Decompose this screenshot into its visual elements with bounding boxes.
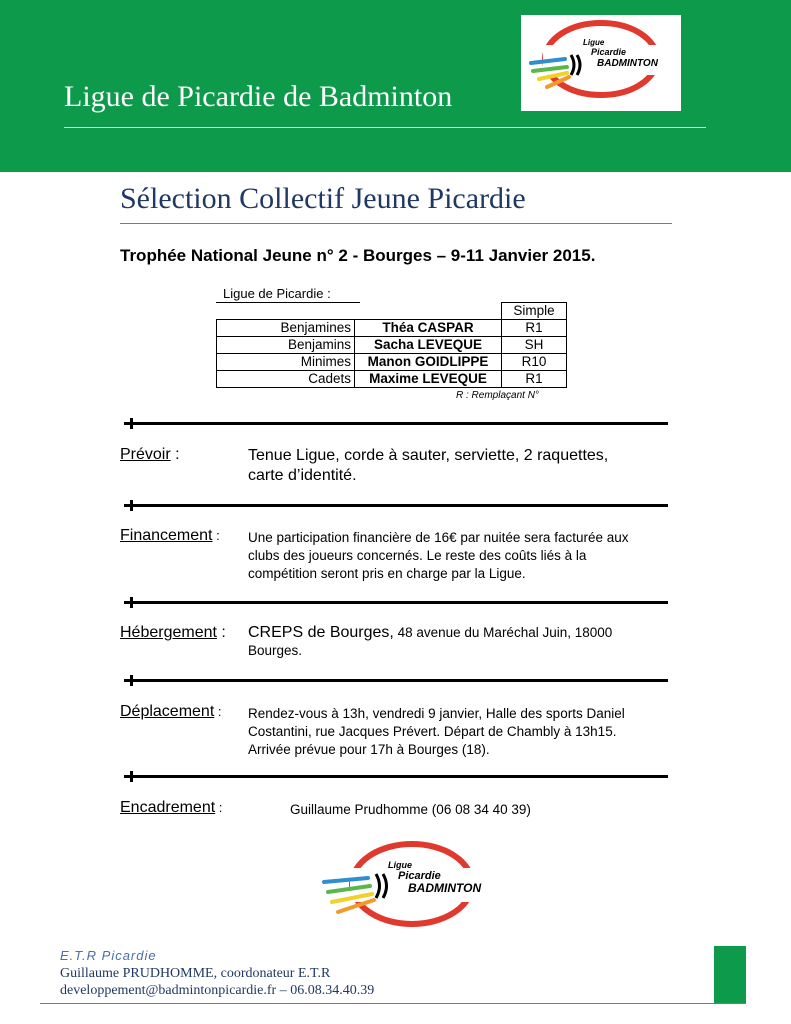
logo-text-badminton: BADMINTON xyxy=(408,881,482,895)
table-header-row xyxy=(217,303,567,320)
table-row xyxy=(217,320,567,337)
section-divider xyxy=(124,775,668,778)
simple-cell: R1 xyxy=(502,320,567,337)
player-name-cell: Sacha LEVEQUE xyxy=(355,337,502,354)
section-divider xyxy=(124,601,668,604)
financement-content: Une participation financière de 16€ par nuitée sera facturée aux clubs des joueurs concernés. Le reste des coûts liés à la compétition seront pris en charge par la Ligue. xyxy=(248,530,629,581)
section-divider xyxy=(124,422,668,425)
player-name-cell: Théa CASPAR xyxy=(355,320,502,337)
ligue-logo-bottom xyxy=(322,838,498,938)
footer-green-block xyxy=(714,946,746,1003)
table-note: R : Remplaçant N° xyxy=(456,390,539,401)
category-cell: Minimes xyxy=(217,354,355,371)
encadrement-content: Guillaume Prudhomme (06 08 34 40 39) xyxy=(290,802,531,817)
prevoir-label: Prévoir : xyxy=(120,446,180,463)
hebergement-content: CREPS de Bourges, 48 avenue du Maréchal Juin, 18000 Bourges. xyxy=(248,624,613,658)
section-divider xyxy=(124,504,668,507)
simple-cell: R10 xyxy=(502,354,567,371)
table-row xyxy=(217,337,567,354)
encadrement-label: Encadrement : xyxy=(120,799,223,816)
hebergement-label: Hébergement : xyxy=(120,624,226,641)
event-subtitle: Trophée National Jeune n° 2 - Bourges – 9-11 Janvier 2015. xyxy=(120,246,596,265)
document-title: Sélection Collectif Jeune Picardie xyxy=(120,182,526,215)
logo-text-picardie: Picardie xyxy=(591,47,627,57)
ligue-logo xyxy=(521,15,681,111)
footer-contact-email: developpement@badmintonpicardie.fr – 06.08.34.40.39 xyxy=(60,983,375,998)
footer-contact-name: Guillaume PRUDHOMME, coordonateur E.T.R xyxy=(60,966,331,981)
selection-table xyxy=(216,302,567,388)
category-cell: Benjamines xyxy=(217,320,355,337)
simple-cell: R1 xyxy=(502,371,567,388)
simple-cell: SH xyxy=(502,337,567,354)
header-divider xyxy=(64,127,706,128)
deplacement-label: Déplacement : xyxy=(120,703,222,720)
section-divider xyxy=(124,679,668,682)
player-name-cell: Manon GOIDLIPPE xyxy=(355,354,502,371)
player-name-cell: Maxime LEVEQUE xyxy=(355,371,502,388)
title-divider xyxy=(120,223,672,224)
table-row xyxy=(217,354,567,371)
header-band xyxy=(0,0,791,172)
logo-text-picardie: Picardie xyxy=(398,870,441,882)
deplacement-content: Rendez-vous à 13h, vendredi 9 janvier, Halle des sports Daniel Costantini, rue Jacques Prévert. Départ de Chambly à 13h15. Arrivée prévue pour 17h à Bourges (18). xyxy=(248,706,625,757)
table-caption: Ligue de Picardie : xyxy=(216,286,360,303)
simple-header: Simple xyxy=(502,303,567,320)
category-cell: Benjamins xyxy=(217,337,355,354)
table-row xyxy=(217,371,567,388)
footer-divider xyxy=(40,1003,746,1004)
category-cell: Cadets xyxy=(217,371,355,388)
prevoir-content: Tenue Ligue, corde à sauter, serviette, 2 raquettes, carte d’identité. xyxy=(248,447,609,484)
logo-text-badminton: BADMINTON xyxy=(597,58,658,69)
logo-text-ligue: Ligue xyxy=(583,38,605,47)
financement-label: Financement : xyxy=(120,527,220,544)
logo-text-ligue: Ligue xyxy=(388,860,412,870)
header-title: Ligue de Picardie de Badminton xyxy=(64,80,453,113)
footer-org: E.T.R Picardie xyxy=(60,948,157,963)
